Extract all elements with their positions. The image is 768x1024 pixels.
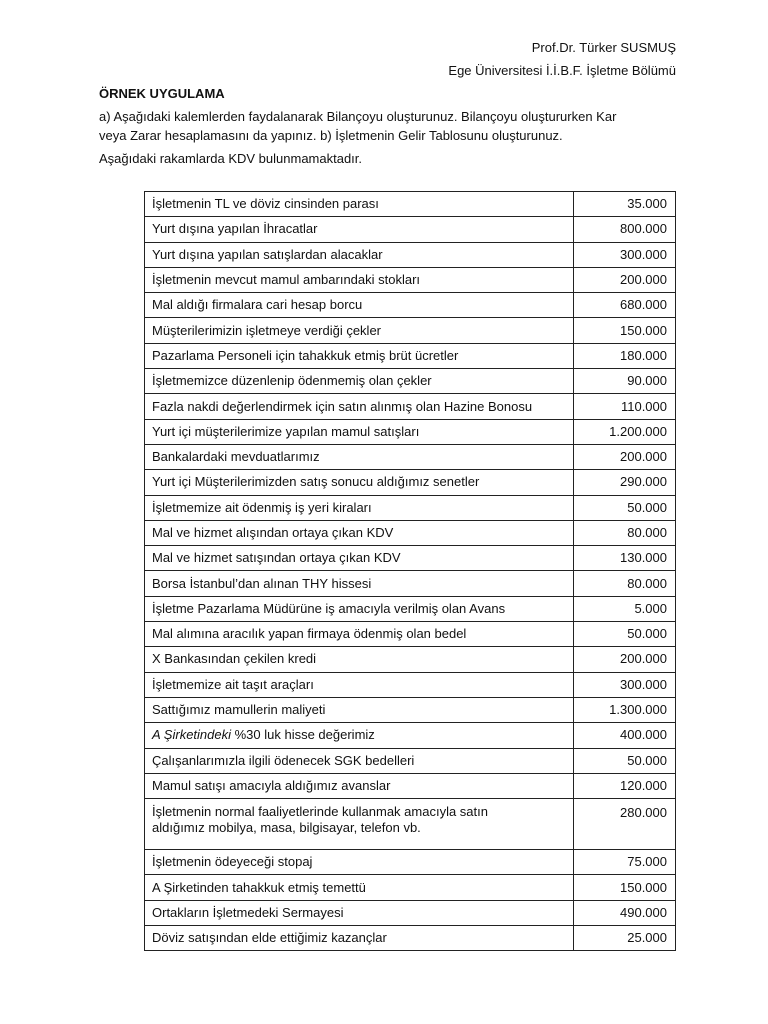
item-label-italic: A Şirketindeki [152,727,231,743]
table-row [145,773,676,798]
item-amount: 300.000 [574,672,676,697]
item-label: Pazarlama Personeli için tahakkuk etmiş brüt ücretler [145,343,574,368]
table-row [145,723,676,748]
item-amount: 50.000 [574,622,676,647]
table-row [145,343,676,368]
author-name: Prof.Dr. Türker SUSMUŞ [531,40,676,55]
item-amount: 80.000 [574,571,676,596]
item-amount: 280.000 [574,799,676,850]
item-label: Yurt dışına yapılan satışlardan alacaklar [145,242,574,267]
item-amount: 80.000 [574,520,676,545]
table-row [145,470,676,495]
vat-note: Aşağıdaki rakamlarda KDV bulunmamaktadır. [99,151,363,166]
table-row [145,875,676,900]
instructions-line-2: veya Zarar hesaplamasını da yapınız. b) İşletmenin Gelir Tablosunu oluşturunuz. [99,128,563,143]
table-row [145,748,676,773]
item-amount: 130.000 [574,546,676,571]
table-row [145,622,676,647]
item-amount: 680.000 [574,293,676,318]
item-label: Sattığımız mamullerin maliyeti [145,697,574,722]
item-amount: 400.000 [574,723,676,748]
table-row [145,242,676,267]
item-amount: 300.000 [574,242,676,267]
table-row [145,369,676,394]
table-row [145,394,676,419]
item-label: İşletmemize ait ödenmiş iş yeri kiraları [145,495,574,520]
item-amount: 200.000 [574,647,676,672]
item-label-line-2: aldığımız mobilya, masa, bilgisayar, telefon vb. [152,820,421,836]
instructions-line-1: a) Aşağıdaki kalemlerden faydalanarak Bilançoyu oluşturunuz. Bilançoyu oluştururken Kar [99,109,617,124]
item-label [145,799,574,850]
item-label: Fazla nakdi değerlendirmek için satın alınmış olan Hazine Bonosu [145,394,574,419]
item-amount: 90.000 [574,369,676,394]
item-label: Ortakların İşletmedeki Sermayesi [145,900,574,925]
item-label: İşletme Pazarlama Müdürüne iş amacıyla verilmiş olan Avans [145,596,574,621]
item-label: İşletmenin ödeyeceği stopaj [145,850,574,875]
table-row [145,697,676,722]
table-row [145,799,676,850]
table-row [145,444,676,469]
item-amount: 490.000 [574,900,676,925]
item-label: Yurt içi Müşterilerimizden satış sonucu aldığımız senetler [145,470,574,495]
item-label: Yurt dışına yapılan İhracatlar [145,217,574,242]
item-label: İşletmenin mevcut mamul ambarındaki stokları [145,267,574,292]
item-label: İşletmemize ait taşıt araçları [145,672,574,697]
item-label: Mal alımına aracılık yapan firmaya ödenmiş olan bedel [145,622,574,647]
table-row [145,495,676,520]
table-row [145,596,676,621]
item-label [145,723,574,748]
table-row [145,546,676,571]
table-row [145,672,676,697]
item-amount: 200.000 [574,267,676,292]
item-amount: 200.000 [574,444,676,469]
item-label: Mal ve hizmet satışından ortaya çıkan KDV [145,546,574,571]
item-label-line-1: İşletmenin normal faaliyetlerinde kullanmak amacıyla satın [152,804,488,820]
item-label: Bankalardaki mevduatlarımız [145,444,574,469]
item-amount: 1.300.000 [574,697,676,722]
table-row [145,318,676,343]
table-row [145,293,676,318]
item-amount: 150.000 [574,318,676,343]
table-row [145,900,676,925]
table-row [145,192,676,217]
item-label: Çalışanlarımızla ilgili ödenecek SGK bedelleri [145,748,574,773]
item-label: İşletmemizce düzenlenip ödenmemiş olan çekler [145,369,574,394]
item-label: Mal aldığı firmalara cari hesap borcu [145,293,574,318]
item-amount: 180.000 [574,343,676,368]
table-row [145,647,676,672]
item-amount: 110.000 [574,394,676,419]
item-amount: 290.000 [574,470,676,495]
items-table [144,191,676,951]
item-label: Döviz satışından elde ettiğimiz kazançlar [145,926,574,951]
item-amount: 50.000 [574,748,676,773]
item-amount: 35.000 [574,192,676,217]
table-row [145,850,676,875]
item-label: Mamul satışı amacıyla aldığımız avanslar [145,773,574,798]
table-row [145,217,676,242]
item-label: İşletmenin TL ve döviz cinsinden parası [145,192,574,217]
item-amount: 800.000 [574,217,676,242]
item-amount: 25.000 [574,926,676,951]
table-row [145,267,676,292]
item-label-rest: %30 luk hisse değerimiz [231,727,375,743]
item-amount: 75.000 [574,850,676,875]
table-row [145,419,676,444]
table-row [145,571,676,596]
item-amount: 120.000 [574,773,676,798]
page-title: ÖRNEK UYGULAMA [99,86,225,101]
university-department: Ege Üniversitesi İ.İ.B.F. İşletme Bölümü [448,63,676,78]
item-label: Mal ve hizmet alışından ortaya çıkan KDV [145,520,574,545]
item-amount: 50.000 [574,495,676,520]
item-label: Borsa İstanbul’dan alınan THY hissesi [145,571,574,596]
item-label: Müşterilerimizin işletmeye verdiği çekler [145,318,574,343]
item-amount: 1.200.000 [574,419,676,444]
item-amount: 150.000 [574,875,676,900]
item-label: A Şirketinden tahakkuk etmiş temettü [145,875,574,900]
table-row [145,520,676,545]
table-row [145,926,676,951]
item-label: X Bankasından çekilen kredi [145,647,574,672]
item-label: Yurt içi müşterilerimize yapılan mamul satışları [145,419,574,444]
item-amount: 5.000 [574,596,676,621]
